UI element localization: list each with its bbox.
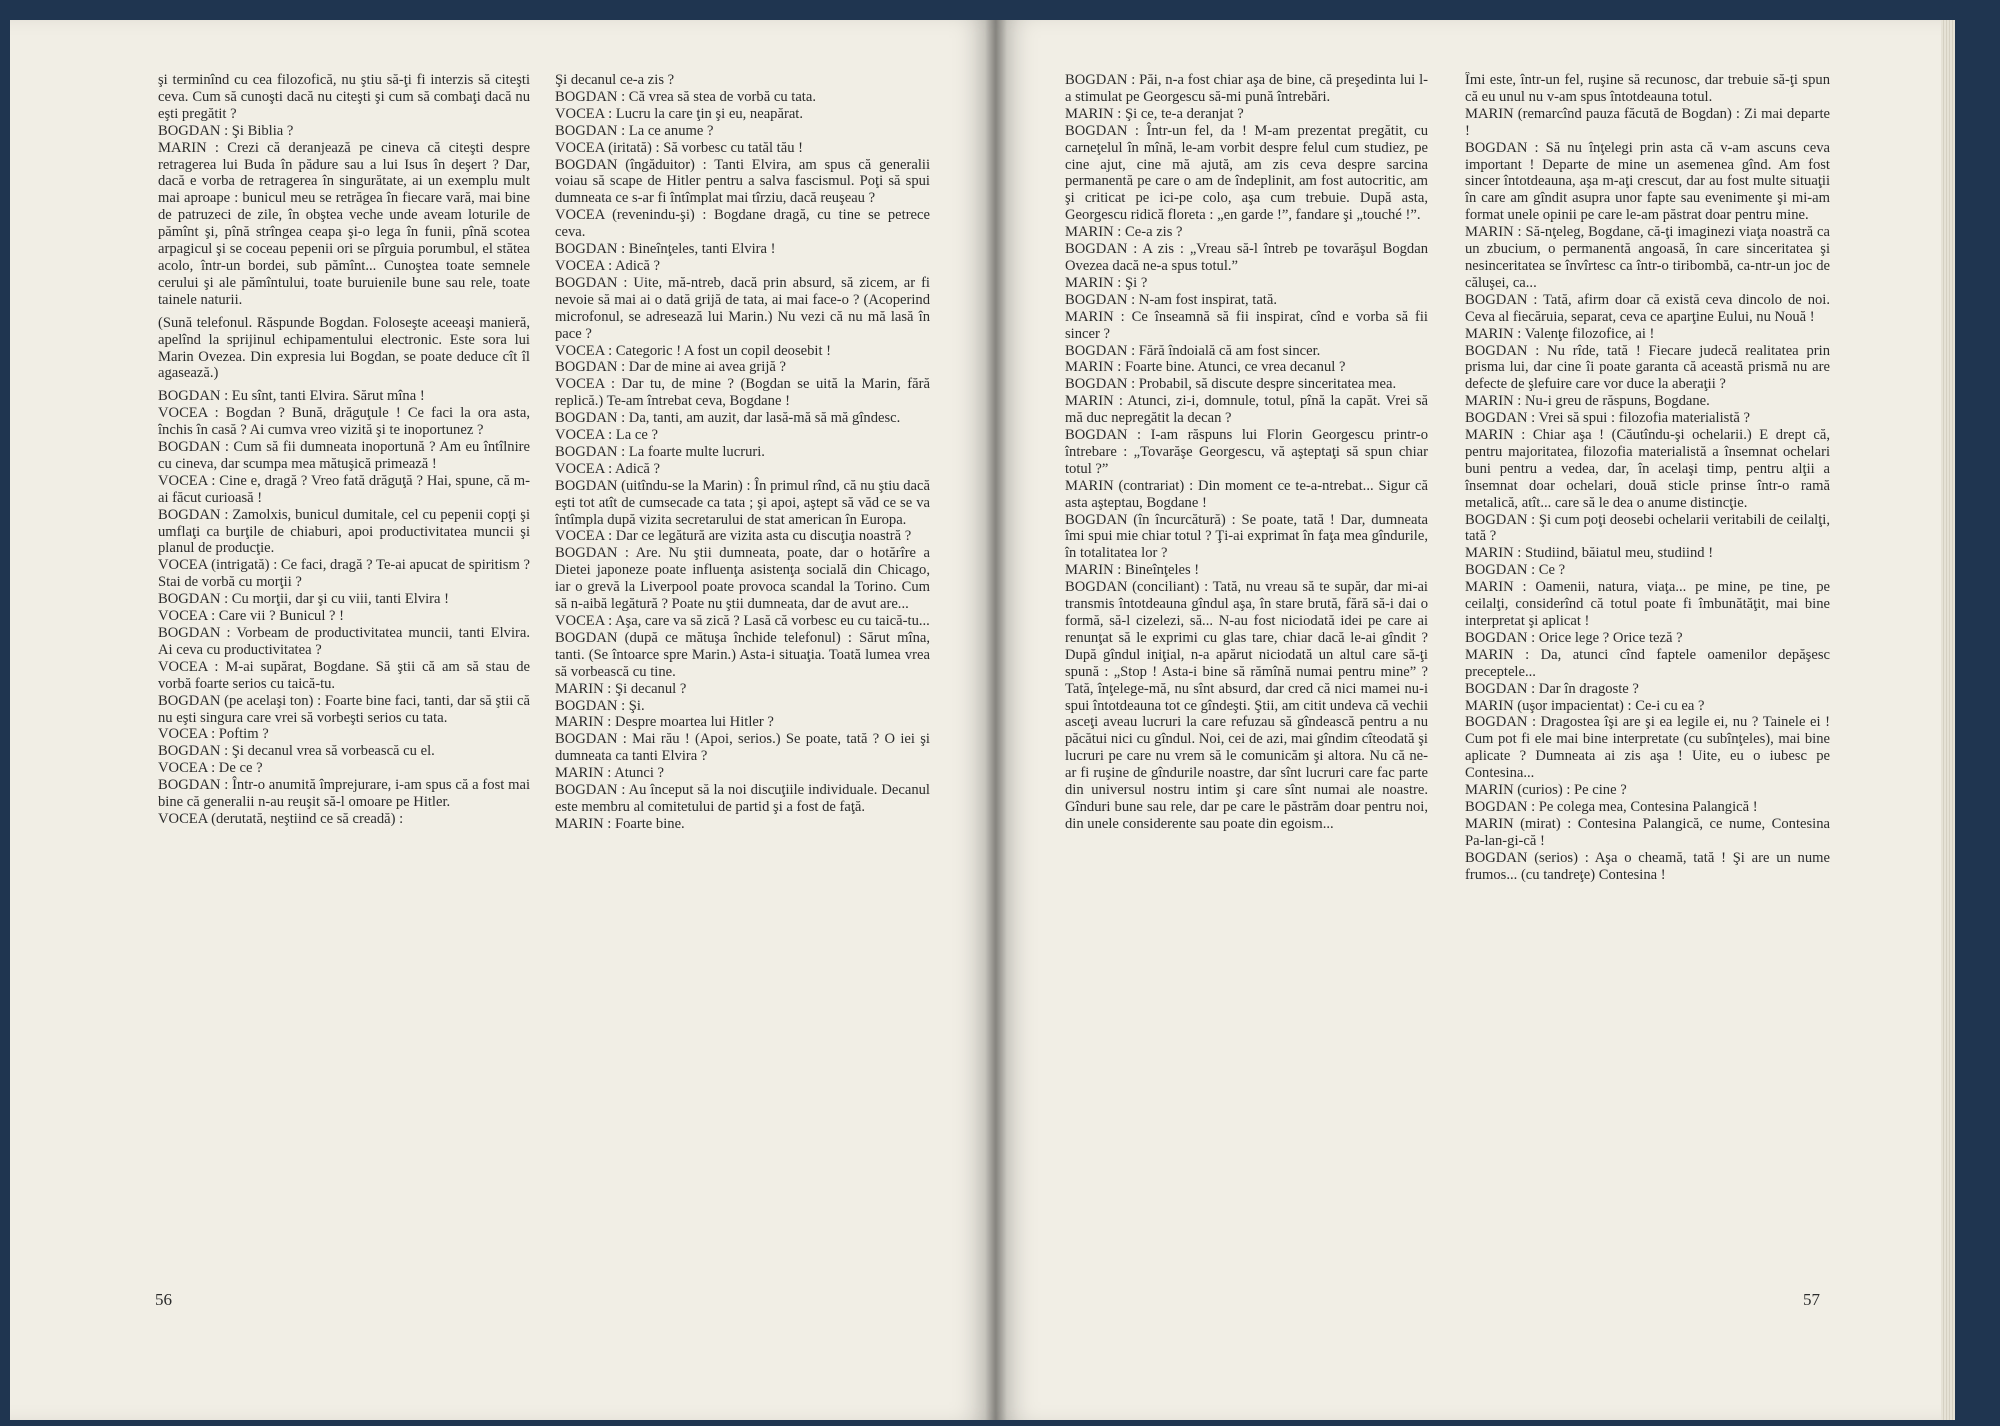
paragraph: MARIN : Foarte bine. (555, 815, 685, 832)
paragraph: BOGDAN : Într-un fel, da ! M-am prezentat pregătit, cu carneţelul în mînă, le-am vorbit despre felul cum studiez, pe cine ajut, cine mă ajută, am zis ceva despre sarcina permanentă pe care o am de îndeplinit, am fost autocritic, am şi criticat pe ici-pe colo, aşa cum trebuie. După asta, Georgescu ridică floreta : „en garde !”, fandare şi „touché !”. (1065, 122, 1428, 224)
paragraph: MARIN (remarcînd pauza făcută de Bogdan) : Zi mai departe ! (1465, 105, 1830, 139)
paragraph: VOCEA : Lucru la care ţin şi eu, neapărat. (555, 105, 804, 122)
paragraph: BOGDAN : Şi Biblia ? (158, 122, 294, 139)
paragraph: VOCEA : De ce ? (158, 760, 263, 777)
paragraph: BOGDAN : Au început să la noi discuţiile individuale. Decanul este membru al comitetului de partid şi a fost de faţă. (555, 782, 930, 815)
right-page (995, 20, 1955, 1420)
paragraph: BOGDAN : Nu rîde, tată ! Fiecare judecă realitatea prin prisma lui, dar cine îi poate garanta că această prismă nu are defecte de şlefuire care vor duce la aberaţii ? (1465, 342, 1830, 393)
paragraph: BOGDAN : Are. Nu ştii dumneata, poate, dar o hotărîre a Dietei japoneze poate influenţa asistenţa socială din Chicago, iar o grevă la Liverpool poate provoca scandal la Torino. Cum să n-aibă legătură ? Poate nu ştii dumneata, dar de avut are... (555, 545, 930, 613)
text-column-2 (555, 72, 930, 833)
paragraph: MARIN : Da, atunci cînd faptele oamenilor depăşesc preceptele... (1465, 646, 1830, 680)
paragraph: BOGDAN (îngăduitor) : Tanti Elvira, am spus că generalii voiau să scape de Hitler pentru a salva fascismul. Poţi să spui dumneata ce s-ar fi întîmplat mai tîrziu, dacă reuşeau ? (555, 156, 930, 207)
paragraph: BOGDAN (după ce mătuşa închide telefonul) : Sărut mîna, tanti. (Se întoarce spre Marin.) Asta-i situaţia. Toată lumea vrea să vorbească cu tine. (555, 629, 930, 680)
paragraph: MARIN (curios) : Pe cine ? (1465, 782, 1627, 799)
paragraph: MARIN : Şi ? (1065, 274, 1148, 291)
paragraph: VOCEA : Dar ce legătură are vizita asta cu discuţia noastră ? (555, 528, 912, 545)
book-spread (10, 20, 1985, 1420)
paragraph: BOGDAN : Probabil, să discute despre sinceritatea mea. (1065, 376, 1397, 393)
paragraph: MARIN : Şi decanul ? (555, 680, 687, 697)
paragraph: MARIN : Nu-i greu de răspuns, Bogdane. (1465, 393, 1710, 410)
paragraph: MARIN (contrariat) : Din moment ce te-a-ntrebat... Sigur că asta aşteptau, Bogdane ! (1065, 477, 1428, 511)
paragraph: BOGDAN : Şi. (555, 697, 645, 714)
paragraph: VOCEA : M-ai supărat, Bogdane. Să ştii că am să stau de vorbă foarte serios cu taică-tu. (158, 658, 530, 692)
paragraph: MARIN : Să-nţeleg, Bogdane, că-ţi imaginezi viaţa noastră ca un zbucium, o permanentă angoasă, în care sinceritatea şi nesinceritatea se învîrtesc ca într-o tiribombă, ca-ntr-un joc de căluşei, ca... (1465, 224, 1830, 291)
paragraph: BOGDAN (uitîndu-se la Marin) : În primul rînd, că nu ştiu dacă eşti tot atît de cumsecade ca tata ; şi apoi, aştept să văd ce se va întîmpla după vizita secretarului de stat american în Europa. (555, 477, 930, 528)
paragraph: BOGDAN : Uite, mă-ntreb, dacă prin absurd, să zicem, ar fi nevoie să mai ai o dată grijă de tata, ai mai face-o ? (Acoperind microfonul, se adresează lui Marin.) Nu vezi că nu mă lasă în pace ? (555, 274, 930, 342)
text-column-1 (158, 72, 530, 828)
paragraph: Şi decanul ce-a zis ? (555, 72, 675, 88)
paragraph: BOGDAN : Dragostea îşi are şi ea legile ei, nu ? Tainele ei ! Cum pot fi ele mai bine interpretate (cu subînţeles), mai bine aplicate ? Dumneata ai zis aşa ! Uite, eu o iubesc pe Contesina... (1465, 714, 1830, 782)
paragraph: MARIN (uşor impacientat) : Ce-i cu ea ? (1465, 697, 1705, 714)
left-page (10, 20, 995, 1420)
paragraph: MARIN : Ce-a zis ? (1065, 224, 1183, 241)
paragraph: VOCEA : La ce ? (555, 427, 658, 444)
paragraph: VOCEA : Categoric ! A fost un copil deosebit ! (555, 342, 832, 359)
paragraph: BOGDAN : Zamolxis, bunicul dumitale, cel cu pepenii copţi şi umflaţi ca burţile de chiaburi, apoi productivitatea muncii şi planul de producţie. (158, 506, 530, 557)
paragraph: MARIN : Foarte bine. Atunci, ce vrea decanul ? (1065, 359, 1346, 376)
paragraph: BOGDAN : Vorbeam de productivitatea muncii, tanti Elvira. Ai ceva cu productivitatea ? (158, 625, 530, 658)
paragraph: BOGDAN : N-am fost inspirat, tată. (1065, 291, 1277, 308)
paragraph: BOGDAN : Că vrea să stea de vorbă cu tata. (555, 88, 816, 105)
paragraph: MARIN : Despre moartea lui Hitler ? (555, 714, 774, 731)
paragraph: VOCEA (iritată) : Să vorbesc cu tatăl tău ! (555, 139, 804, 156)
paragraph: VOCEA (revenindu-şi) : Bogdane dragă, cu tine se petrece ceva. (555, 207, 930, 241)
book-spine (985, 20, 1007, 1420)
paragraph: BOGDAN : Şi cum poţi deosebi ochelarii veritabili de ceilalţi, tată ? (1465, 511, 1830, 545)
paragraph: BOGDAN : Să nu înţelegi prin asta că v-am ascuns ceva important ! Departe de mine un asemenea gînd. Am fost sincer întotdeauna, aşa m-aţi crescut, dar au fost multe situaţii în care am gîndit asupra unor fapte sau evenimente şi mi-am format unele opinii pe care le-am păstrat doar pentru mine. (1465, 139, 1830, 224)
paragraph: MARIN : Şi ce, te-a deranjat ? (1065, 105, 1244, 122)
page-number-right: 57 (1803, 1290, 1820, 1309)
paragraph: VOCEA (intrigată) : Ce faci, dragă ? Te-ai apucat de spiritism ? Stai de vorbă cu morţii ? (158, 557, 530, 591)
paragraph: BOGDAN : Fără îndoială că am fost sincer. (1065, 342, 1321, 359)
paragraph: (Sună telefonul. Răspunde Bogdan. Foloseşte aceeaşi manieră, apelînd la sprijinul echipamentului electronic. Este sora lui Marin Ovezea. Din expresia lui Bogdan, se poate deduce cît îl agasează.) (158, 314, 530, 382)
paragraph: BOGDAN : Păi, n-a fost chiar aşa de bine, că preşedinta lui l-a stimulat pe Georgescu să-mi pună întrebări. (1065, 72, 1428, 105)
paragraph: BOGDAN : Orice lege ? Orice teză ? (1465, 629, 1683, 646)
paragraph: BOGDAN (conciliant) : Tată, nu vreau să te supăr, dar mi-ai transmis întotdeauna gîndul aşa, în stare brută, fără să-i dai o formă, să-l cizelezi, să... N-au fost niciodată idei pe care ai renunţat să le exprimi cu glas tare, chiar dacă le-ai gîndit ? După gîndul iniţial, n-a apărut niciodată un altul care să-ţi spună : „Stop ! Asta-i bine să rămînă numai pentru mine” ? Tată, înţelege-mă, nu sînt absurd, dar cred că nici mamei nu-i spui întotdeauna tot ce gîndeşti. Ştii, am citit undeva că vechii asceţi aveau lucruri la care refuzau să gîndească pentru a nu păcătui nici cu gîndul. Noi, cei de azi, mai gîndim cîteodată şi lucruri pe care nu vrem să le comunicăm şi altora. Nu că ne-ar fi ruşine de gîndurile noastre, dar sînt lucruri care fac parte din universul nostru intim şi care sînt numai ale noastre. Gînduri bune sau rele, dar pe care le păstrăm doar pentru noi, din unele considerente sau poate din egoism... (1065, 579, 1428, 832)
paragraph: BOGDAN : Cu morţii, dar şi cu viii, tanti Elvira ! (158, 591, 450, 608)
paragraph: VOCEA : Adică ? (555, 460, 660, 477)
paragraph: BOGDAN : Mai rău ! (Apoi, serios.) Se poate, tată ? O iei şi dumneata ca tanti Elvira ? (555, 731, 930, 765)
paragraph: VOCEA : Adică ? (555, 257, 660, 274)
paragraph: BOGDAN : La ce anume ? (555, 122, 714, 139)
paragraph: Îmi este, într-un fel, ruşine să recunosc, dar trebuie să-ţi spun că eu unul nu v-am spus întotdeauna totul. (1465, 72, 1830, 105)
paragraph: VOCEA : Dar tu, de mine ? (Bogdan se uită la Marin, fără replică.) Te-am întrebat ceva, Bogdane ! (555, 376, 930, 410)
paragraph: MARIN : Atunci, zi-i, domnule, totul, pînă la capăt. Vrei să mă duc nepregătit la decan ? (1065, 393, 1428, 427)
paragraph: BOGDAN : Vrei să spui : filozofia materialistă ? (1465, 410, 1750, 427)
paragraph: BOGDAN : Pe colega mea, Contesina Palangică ! (1465, 798, 1758, 815)
paragraph: BOGDAN : Şi decanul vrea să vorbească cu el. (158, 743, 435, 760)
paragraph: BOGDAN : La foarte multe lucruri. (555, 443, 765, 460)
paragraph: BOGDAN : Dar în dragoste ? (1465, 680, 1639, 697)
paragraph: MARIN : Ce înseamnă să fii inspirat, cînd e vorba să fii sincer ? (1065, 308, 1428, 342)
paragraph: BOGDAN : A zis : „Vreau să-l întreb pe tovarăşul Bogdan Ovezea dacă ne-a spus totul.” (1065, 241, 1428, 274)
paragraph: BOGDAN (în încurcătură) : Se poate, tată ! Dar, dumneata îmi spui mie chiar totul ? Ţi-ai exprimat în faţa mea gîndurile, în totalitatea lor ? (1065, 511, 1428, 562)
paragraph: MARIN : Studiind, băiatul meu, studiind ! (1465, 545, 1714, 562)
paragraph: VOCEA : Cine e, dragă ? Vreo fată drăguţă ? Hai, spune, că m-ai făcut curioasă ! (158, 472, 530, 506)
paragraph: BOGDAN : Ce ? (1465, 562, 1566, 579)
paragraph: MARIN : Bineînţeles ! (1065, 562, 1200, 579)
paragraph: VOCEA (derutată, neştiind ce să creadă) : (158, 810, 404, 827)
paragraph: MARIN (mirat) : Contesina Palangică, ce nume, Contesina Pa-lan-gi-că ! (1465, 815, 1830, 849)
paragraph: MARIN : Crezi că deranjează pe cineva că citeşti despre retragerea lui Buda în pădure sau a lui Isus în deşert ? Dar, dacă e vorba de retragerea în singurătate, ai un exemplu mult mai aproape : bunicul meu se retrăgea în fiecare vară, mai bine de patruzeci de zile, în obştea veche unde aveam loturile de pămînt şi, pînă strîngea ceapa şi-o lega în funii, pînă scotea arpagicul şi se coceau pepenii ori se pîrguia porumbul, el stătea acolo, într-un bordei, sub pămînt... Cunoştea toate semnele cerului şi ale pămîntului, toate buruienile bune sau rele, toate tainele naturii. (158, 139, 530, 308)
paragraph: VOCEA : Aşa, care va să zică ? Lasă că vorbesc eu cu taică-tu... (555, 613, 930, 629)
paragraph: MARIN : Oamenii, natura, viaţa... pe mine, pe tine, pe ceilalţi, considerînd că totul poate fi îmbunătăţit, mai bine interpretat şi aplicat ! (1465, 579, 1830, 629)
paragraph: şi terminînd cu cea filozofică, nu ştiu să-ţi fi interzis să citeşti ceva. Cum să cunoşti dacă nu citeşti şi cum să combaţi dacă nu eşti pregătit ? (158, 72, 530, 122)
page-number-left: 56 (155, 1290, 172, 1309)
paragraph: BOGDAN : Dar de mine ai avea grijă ? (555, 359, 786, 376)
paragraph: VOCEA : Poftim ? (158, 726, 269, 743)
paragraph: BOGDAN : Bineînţeles, tanti Elvira ! (555, 241, 776, 258)
paragraph: BOGDAN : Da, tanti, am auzit, dar lasă-mă să mă gîndesc. (555, 410, 901, 427)
paragraph: BOGDAN : Eu sînt, tanti Elvira. Sărut mîna ! (158, 388, 425, 405)
paragraph: BOGDAN : Cum să fii dumneata inoportună ? Am eu întîlnire cu cineva, dar scumpa mea mătuşică primează ! (158, 439, 530, 472)
text-column-4 (1465, 72, 1830, 884)
paragraph: VOCEA : Bogdan ? Bună, drăguţule ! Ce faci la ora asta, închis în casă ? Ai cumva vreo vizită şi te inoportunez ? (158, 405, 530, 439)
paragraph: MARIN : Chiar aşa ! (Căutîndu-şi ochelarii.) E drept că, pentru majoritatea, filozofia materialistă a însemnat ochelari buni pentru a vedea, dar, în acelaşi timp, pentru alţii a însemnat doar ochelari, două sticle prinse într-o ramă metalică, atît... care să le dea o anume distincţie. (1465, 427, 1830, 511)
paragraph: MARIN : Valenţe filozofice, ai ! (1465, 325, 1655, 342)
paragraph: BOGDAN (serios) : Aşa o cheamă, tată ! Şi are un nume frumos... (cu tandreţe) Contesina ! (1465, 849, 1830, 883)
paragraph: BOGDAN : Într-o anumită împrejurare, i-am spus că a fost mai bine că generalii n-au reuşit să-l omoare pe Hitler. (158, 777, 530, 811)
paragraph: BOGDAN (pe acelaşi ton) : Foarte bine faci, tanti, dar să ştii că nu eşti singura care vrei să vorbeşti serios cu tata. (158, 692, 530, 726)
paragraph: VOCEA : Care vii ? Bunicul ? ! (158, 608, 345, 625)
paragraph: MARIN : Atunci ? (555, 765, 665, 782)
paragraph: BOGDAN : I-am răspuns lui Florin Georgescu printr-o întrebare : „Tovarăşe Georgescu, vă aşteptaţi să spun chiar totul ?” (1065, 427, 1428, 477)
text-column-3 (1065, 72, 1428, 833)
paragraph: BOGDAN : Tată, afirm doar că există ceva dincolo de noi. Ceva al fiecăruia, separat, ceva ce aparţine Eului, nu Nouă ! (1465, 291, 1830, 325)
